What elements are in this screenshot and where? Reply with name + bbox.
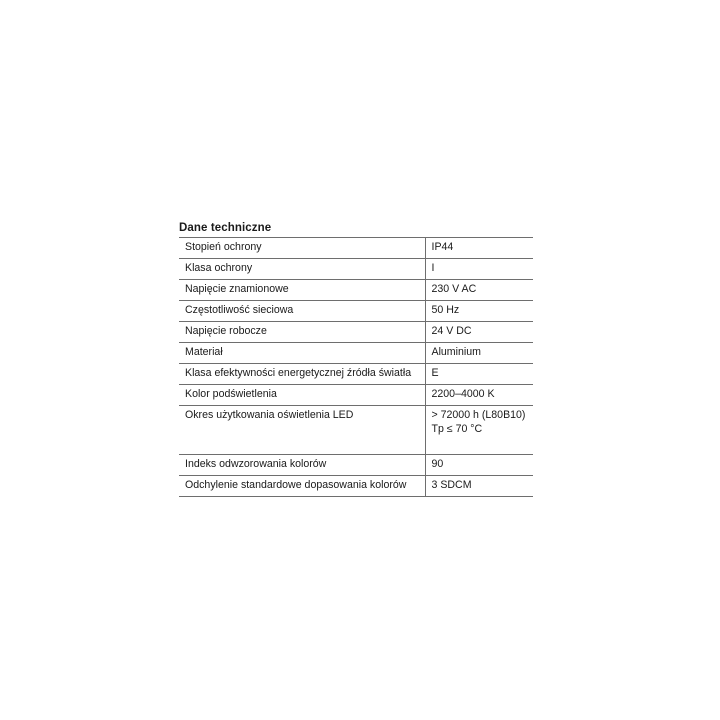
spec-label: Kolor podświetlenia [185,388,277,400]
spec-value: > 72000 h (L80B10) Tp ≤ 70 °C [425,406,533,455]
spec-value: 3 SDCM [425,476,533,497]
spec-value: IP44 [425,238,533,259]
spec-value: I [425,259,533,280]
spec-value: 50 Hz [425,301,533,322]
spec-label: Napięcie robocze [185,325,267,337]
spec-row-material [179,343,533,364]
spec-label: Klasa ochrony [185,262,253,274]
spec-row-mains-frequency [179,301,533,322]
section-title: Dane techniczne [179,222,272,234]
spec-row-protection-rating [179,238,533,259]
spec-value: 230 V AC [425,280,533,301]
spec-value: 90 [425,455,533,476]
spec-row-protection-class [179,259,533,280]
spec-label: Materiał [185,346,223,358]
spec-value: Aluminium [425,343,533,364]
spec-row-energy-class [179,364,533,385]
spec-row-led-lifetime [179,406,533,455]
spec-label: Okres użytkowania oświetlenia LED [185,409,354,421]
spec-row-color-rendering-index [179,455,533,476]
spec-label: Częstotliwość sieciowa [185,304,294,316]
spec-row-operating-voltage [179,322,533,343]
spec-label: Klasa efektywności energetycznej źródła światła [185,367,412,379]
spec-label: Indeks odwzorowania kolorów [185,458,327,470]
spec-row-rated-voltage [179,280,533,301]
spec-label: Napięcie znamionowe [185,283,289,295]
spec-value: 24 V DC [425,322,533,343]
spec-value: 2200–4000 K [425,385,533,406]
technical-data-section [179,219,533,497]
spec-table [179,237,533,497]
spec-row-light-color [179,385,533,406]
spec-label: Odchylenie standardowe dopasowania kolorów [185,479,407,491]
spec-row-color-consistency [179,476,533,497]
spec-value: E [425,364,533,385]
spec-label: Stopień ochrony [185,241,262,253]
